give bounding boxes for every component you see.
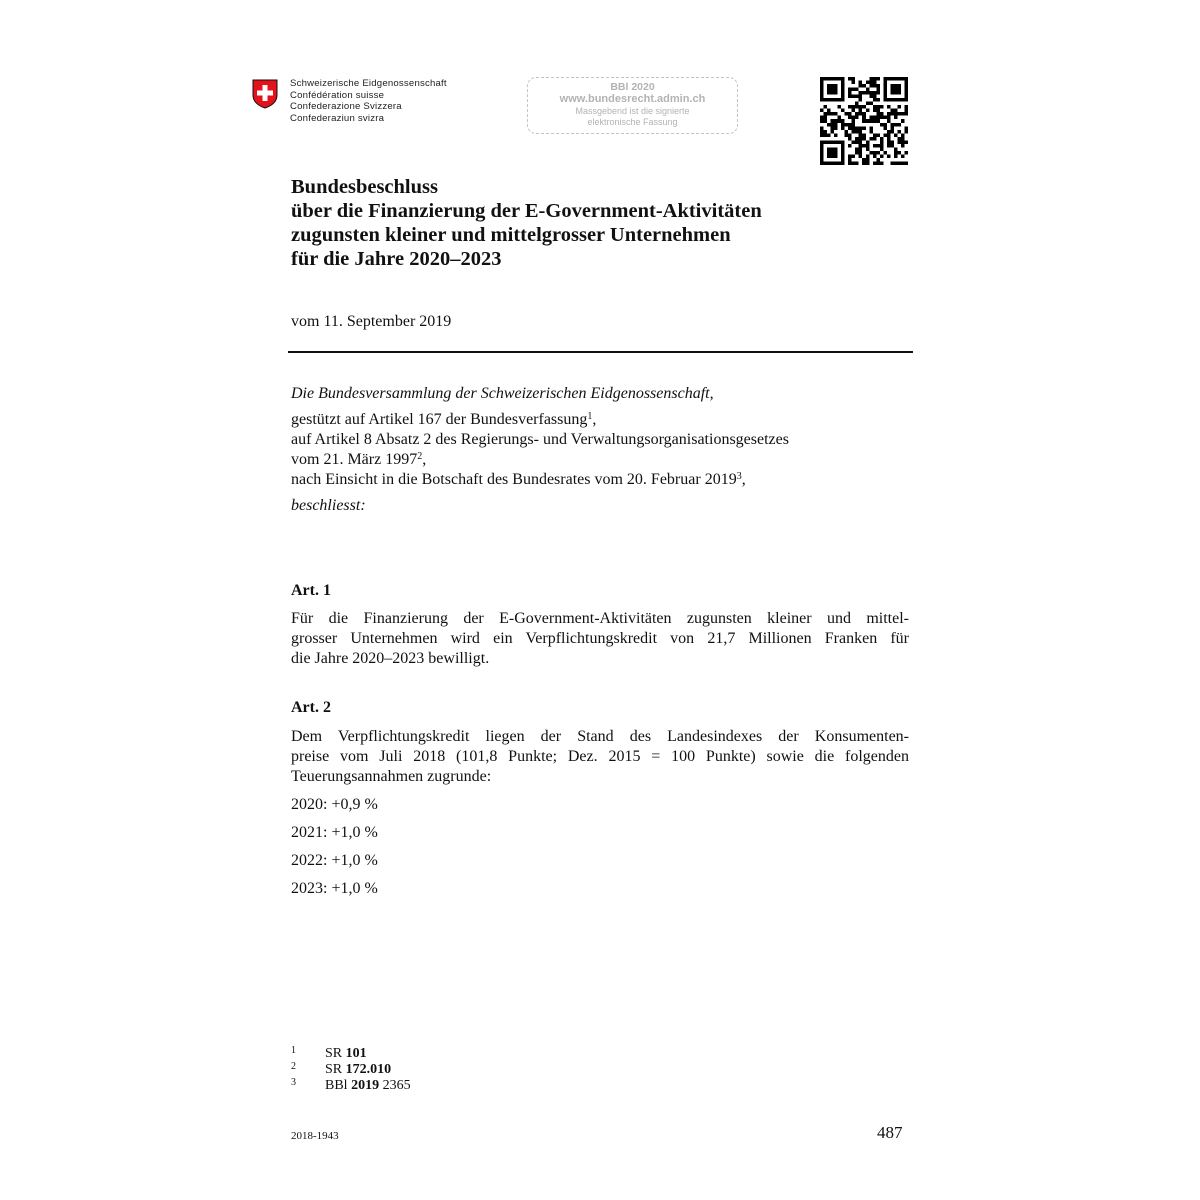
preamble-punct: ,	[422, 451, 427, 468]
footnote-ref: 2	[417, 451, 423, 462]
footnote-prefix: SR	[325, 1046, 346, 1061]
preamble-line	[291, 470, 789, 490]
stamp-edition: BBl 2020	[610, 81, 655, 93]
federal-name-it: Confederazione Svizzera	[290, 101, 402, 113]
swiss-cross-icon	[252, 79, 278, 109]
article-2-heading: Art. 2	[291, 699, 331, 716]
stamp-url: www.bundesrecht.admin.ch	[559, 93, 706, 105]
footnote-ref-number: 2019	[351, 1078, 380, 1093]
inflation-rate-item: 2023: +1,0 %	[291, 880, 378, 897]
stamp-note-2: elektronische Fassung	[587, 117, 678, 127]
article-1-heading: Art. 1	[291, 582, 331, 599]
article-2-text	[291, 727, 909, 787]
title-line: über die Finanzierung der E-Government-Aktivitäten	[291, 200, 762, 222]
footnote-number: 3	[291, 1077, 296, 1088]
document-number: 2018-1943	[291, 1130, 339, 1142]
preamble-text: gestützt auf Artikel 167 der Bundesverfassung	[291, 411, 588, 428]
preamble-punct: ,	[592, 411, 597, 428]
preamble-text: nach Einsicht in die Botschaft des Bundesrates vom 20. Februar 2019	[291, 471, 737, 488]
footnote-ref-number: 172.010	[345, 1062, 392, 1077]
footnote-number: 1	[291, 1045, 296, 1056]
inflation-assumptions	[291, 795, 378, 907]
footnote-ref: 1	[587, 411, 593, 422]
federal-name-fr: Confédération suisse	[290, 89, 385, 101]
page-number: 487	[877, 1123, 903, 1142]
enacting-authority: Die Bundesversammlung der Schweizerischen Eidgenossenschaft,	[291, 385, 714, 402]
preamble-line	[291, 450, 789, 470]
title-divider	[288, 351, 913, 353]
bbl-stamp	[527, 77, 738, 134]
article-line: die Jahre 2020–2023 bewilligt.	[291, 650, 490, 667]
preamble-line	[291, 410, 789, 430]
preamble-punct: ,	[741, 471, 746, 488]
preamble-text: vom 21. März 1997	[291, 451, 418, 468]
footnote-number: 2	[291, 1061, 296, 1072]
article-line: Dem Verpflichtungskredit liegen der Stand des Landesindexes der Konsumenten-	[291, 728, 909, 745]
title-line: für die Jahre 2020–2023	[291, 248, 502, 270]
footnote-suffix: 2365	[379, 1078, 411, 1093]
footnote-ref-number: 101	[345, 1046, 367, 1061]
federal-name-de: Schweizerische Eidgenossenschaft	[290, 78, 447, 89]
qr-code-icon	[820, 77, 908, 165]
article-1-text	[291, 609, 909, 669]
title-line: zugunsten kleiner und mittelgrosser Unternehmen	[291, 224, 731, 246]
preamble	[291, 410, 789, 490]
title-line: Bundesbeschluss	[291, 176, 438, 198]
stamp-note-1: Massgebend ist die signierte	[575, 106, 690, 116]
footnote-prefix: BBl	[325, 1078, 352, 1093]
preamble-line: auf Artikel 8 Absatz 2 des Regierungs- und Verwaltungsorganisationsgesetzes	[291, 431, 789, 448]
article-line: preise vom Juli 2018 (101,8 Punkte; Dez. 2015 = 100 Punkte) sowie die folgenden	[291, 748, 909, 765]
footnote-ref: 3	[736, 471, 742, 482]
article-line: grosser Unternehmen wird ein Verpflichtungskredit von 21,7 Millionen Franken für	[291, 630, 909, 647]
federal-name-rm: Confederaziun svizra	[290, 113, 385, 125]
article-line: Für die Finanzierung der E-Government-Aktivitäten zugunsten kleiner und mittel-	[291, 610, 909, 627]
footnote-prefix: SR	[325, 1062, 346, 1077]
document-title	[291, 175, 762, 271]
resolves-clause: beschliesst:	[291, 497, 366, 514]
inflation-rate-item: 2020: +0,9 %	[291, 796, 378, 813]
decree-date: vom 11. September 2019	[291, 313, 452, 330]
inflation-rate-item: 2021: +1,0 %	[291, 824, 378, 841]
inflation-rate-item: 2022: +1,0 %	[291, 852, 378, 869]
article-line: Teuerungsannahmen zugrunde:	[291, 768, 492, 785]
federal-administration-names	[290, 78, 447, 125]
